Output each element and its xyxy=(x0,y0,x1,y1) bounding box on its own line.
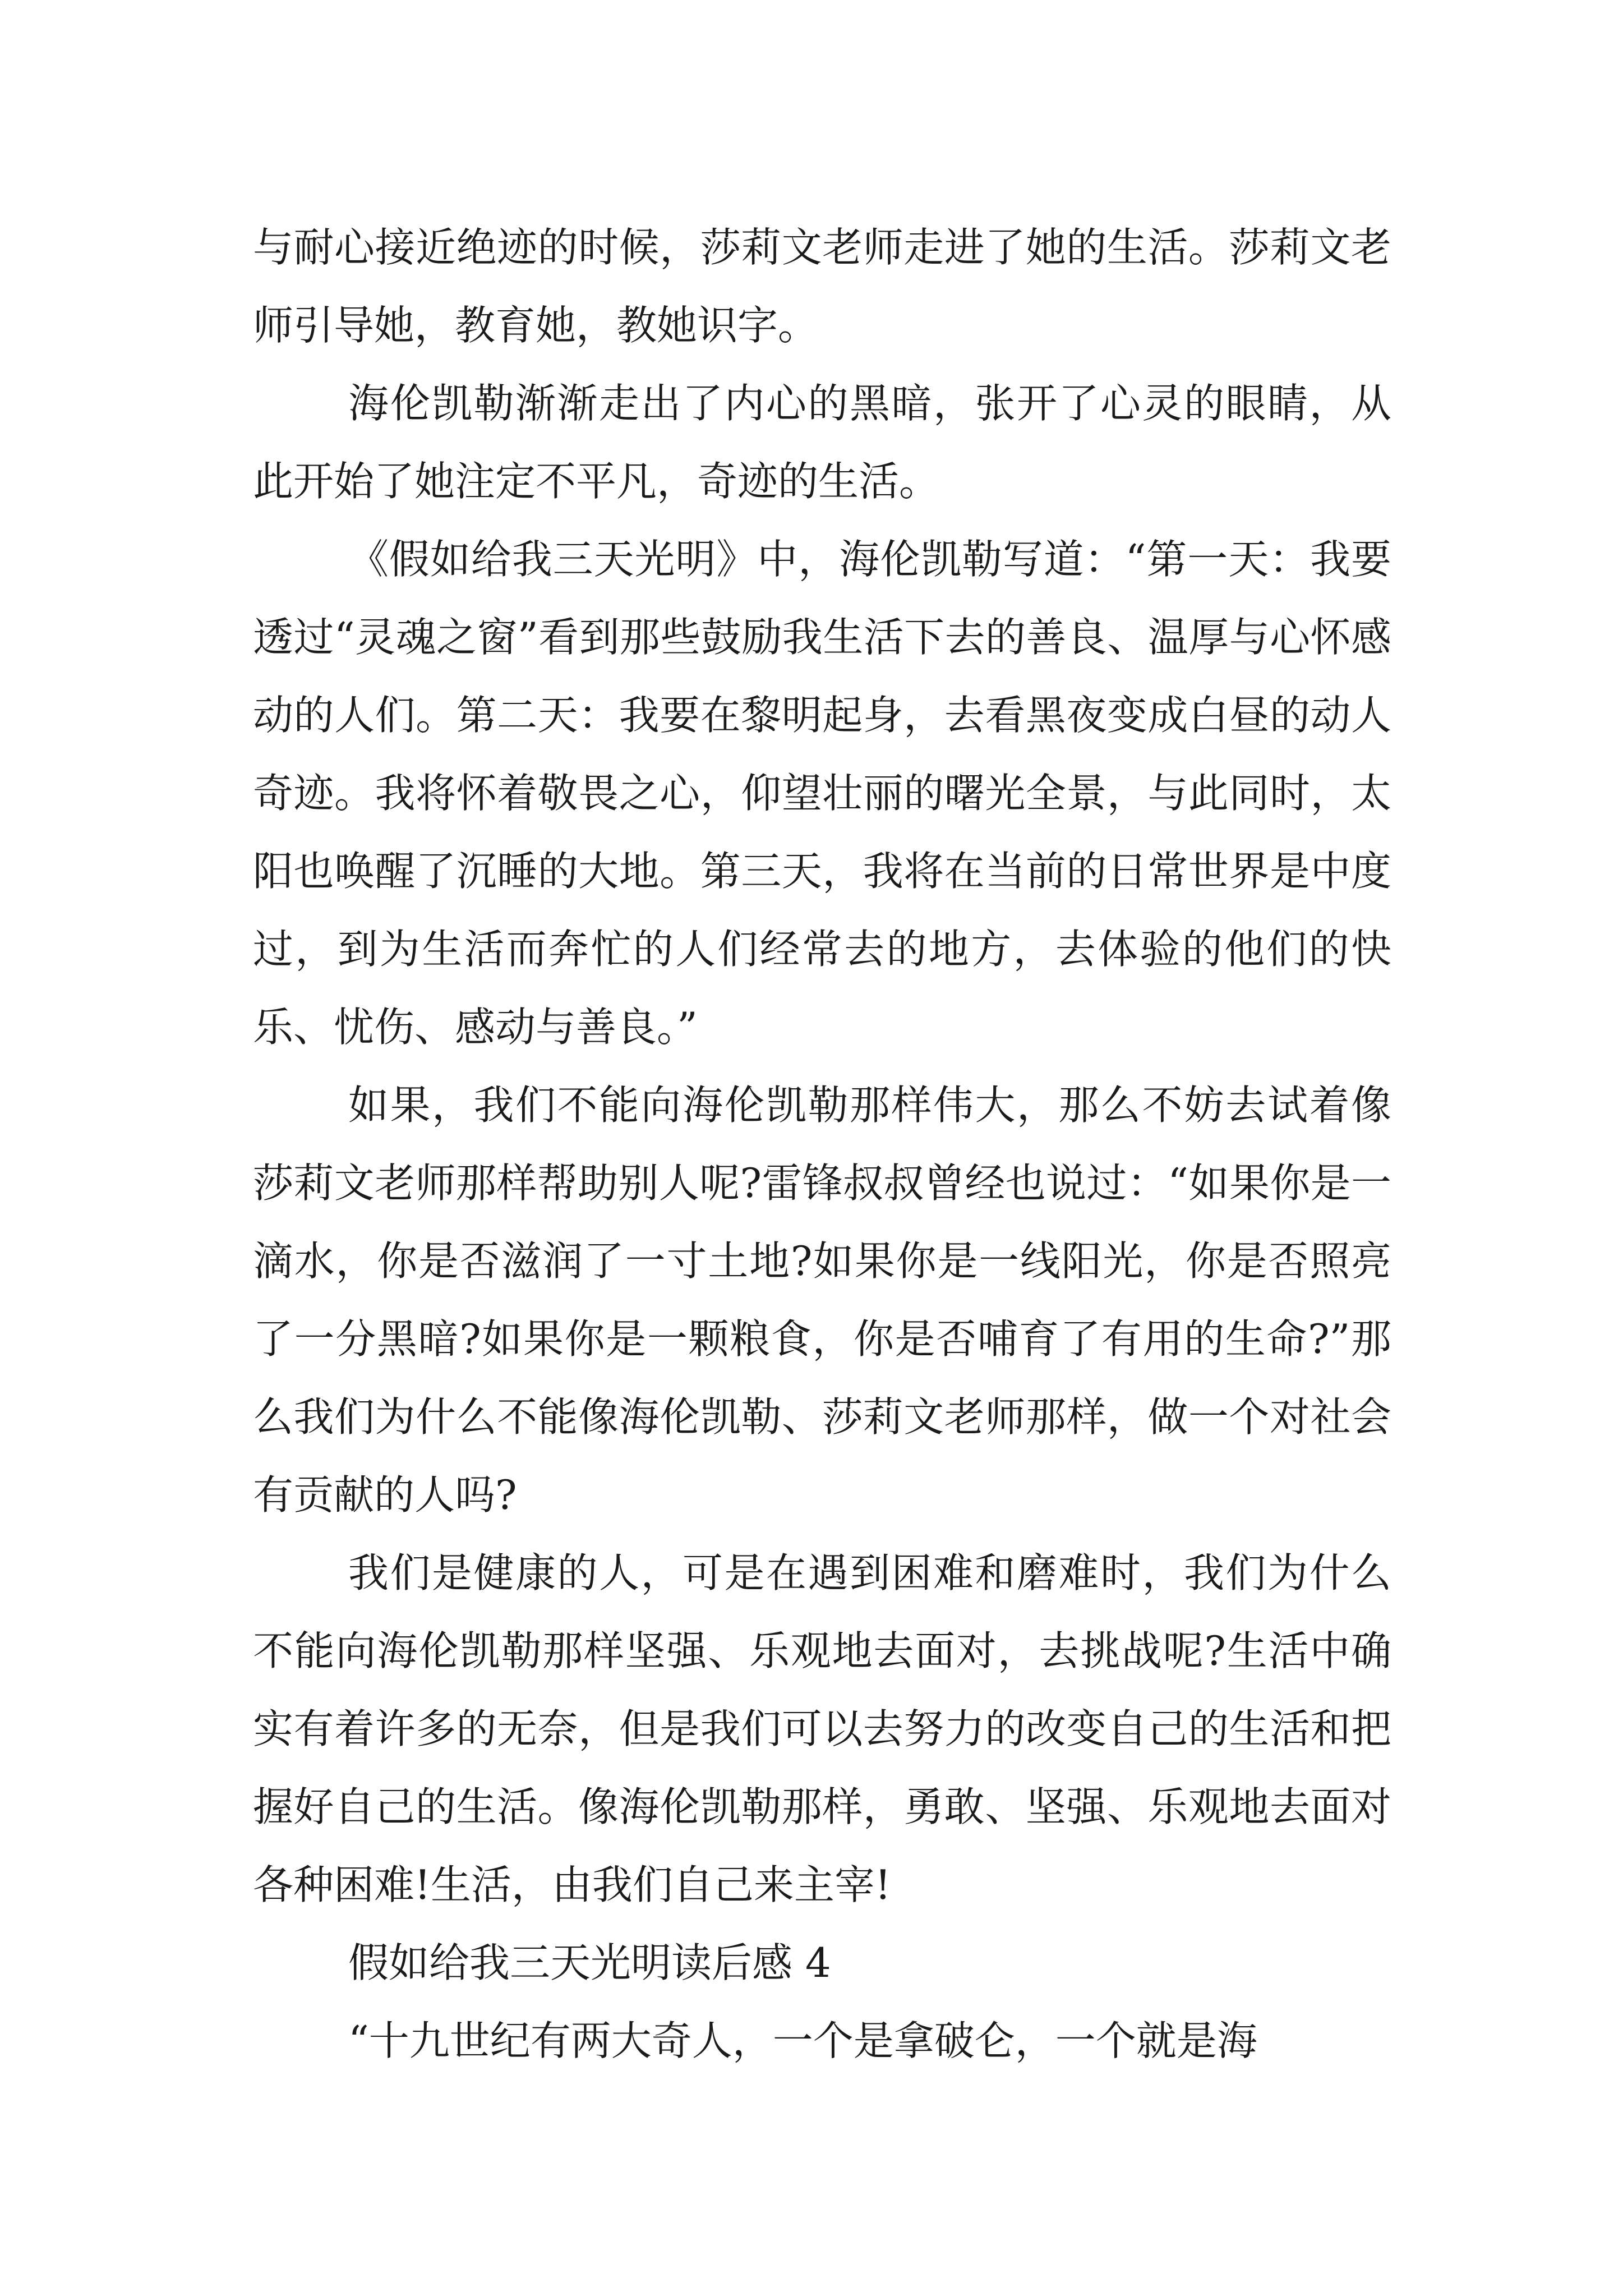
paragraph: 海伦凯勒渐渐走出了内心的黑暗，张开了心灵的眼睛，从此开始了她注定不平凡，奇迹的生活。 xyxy=(253,380,1391,505)
paragraph-start: “十九世纪有两大奇人，一个是拿破仑，一个就是海 xyxy=(348,2017,1257,2064)
document-body xyxy=(253,209,1391,2080)
paragraph: 如果，我们不能向海伦凯勒那样伟大，那么不妨去试着像莎莉文老师那样帮助别人呢?雷锋叔叔曾经也说过：“如果你是一滴水，你是否滋润了一寸土地?如果你是一线阳光，你是否照亮了一分黑暗?如果你是一颗粮食，你是否哺育了有用的生命?”那么我们为什么不能像海伦凯勒、莎莉文老师那样，做一个对社会有贡献的人吗? xyxy=(253,1082,1391,1519)
paragraph-quote-three-days: 《假如给我三天光明》中，海伦凯勒写道：“第一天：我要透过“灵魂之窗”看到那些鼓励我生活下去的善良、温厚与心怀感动的人们。第二天：我要在黎明起身，去看黑夜变成白昼的动人奇迹。我将怀着敬畏之心，仰望壮丽的曙光全景，与此同时，太阳也唤醒了沉睡的大地。第三天，我将在当前的日常世界是中度过，到为生活而奔忙的人们经常去的地方，去体验的他们的快乐、忧伤、感动与善良。” xyxy=(253,536,1391,1051)
paragraph-continued: 与耐心接近绝迹的时候，莎莉文老师走进了她的生活。莎莉文老师引导她，教育她，教她识字。 xyxy=(253,224,1391,349)
paragraph: 我们是健康的人，可是在遇到困难和磨难时，我们为什么不能向海伦凯勒那样坚强、乐观地去面对，去挑战呢?生活中确实有着许多的无奈，但是我们可以去努力的改变自己的生活和把握好自己的生活。像海伦凯勒那样，勇敢、坚强、乐观地去面对各种困难!生活，由我们自己来主宰! xyxy=(253,1549,1391,1908)
section-heading: 假如给我三天光明读后感 4 xyxy=(348,1939,831,1986)
